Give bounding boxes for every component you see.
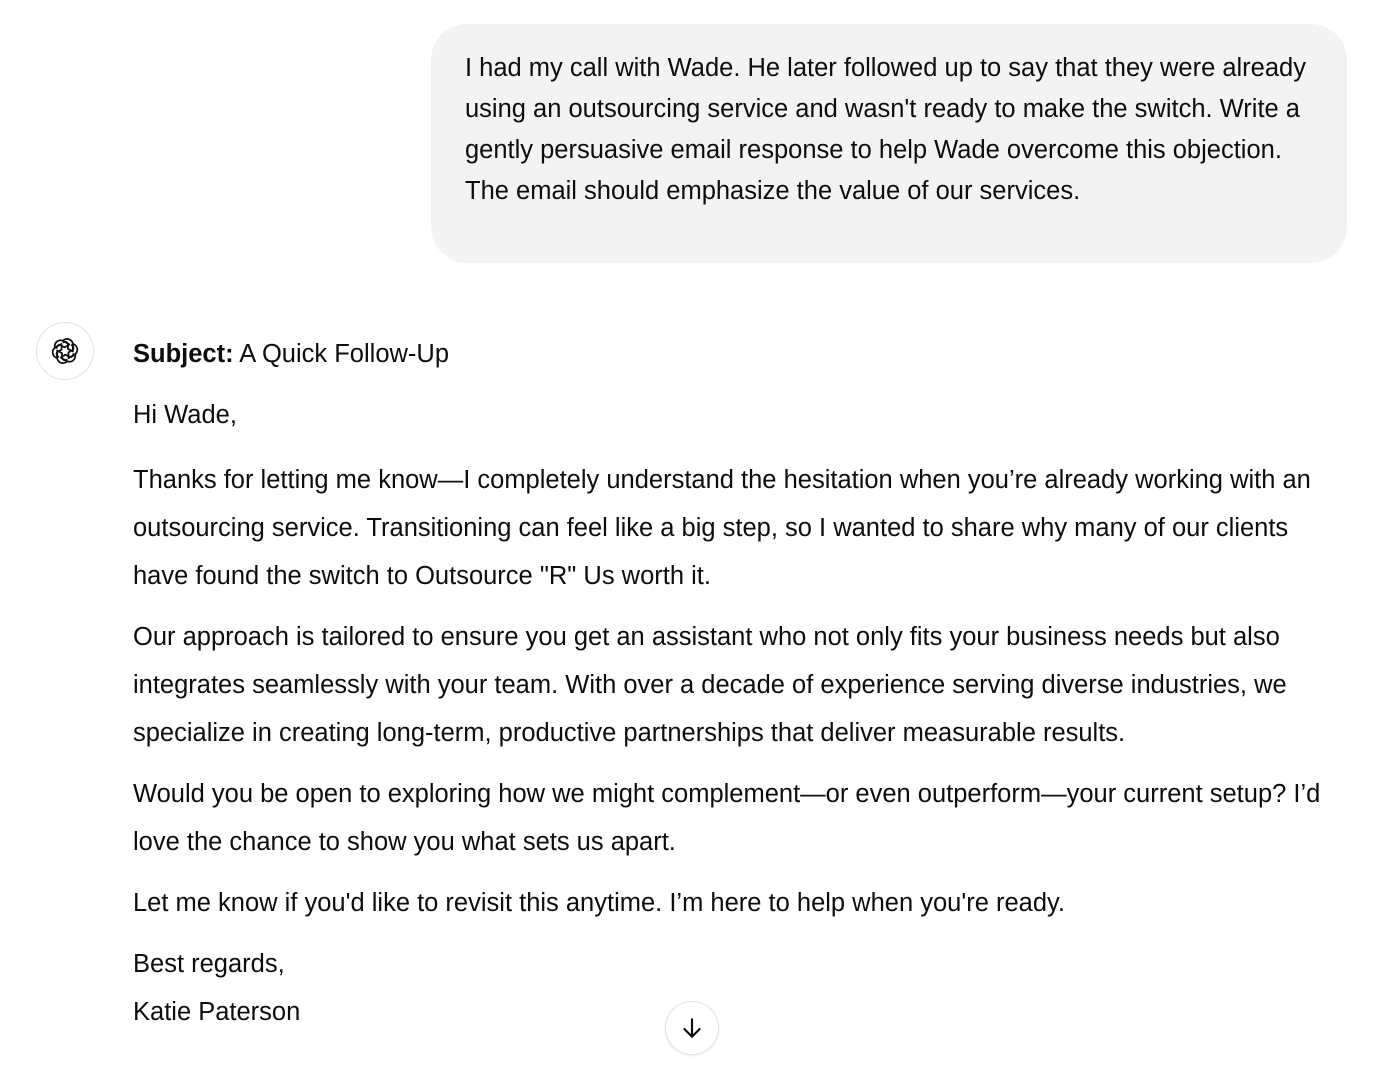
assistant-message-content	[133, 334, 1346, 1049]
subject-text: A Quick Follow-Up	[233, 340, 449, 368]
assistant-avatar	[36, 322, 94, 380]
subject-label: Subject:	[133, 340, 234, 368]
email-paragraph-3: Would you be open to exploring how we might complement—or even outperform—your current setup? I’d love the chance to show you what sets us apart.	[133, 780, 1321, 856]
email-signoff: Best regards,	[133, 950, 285, 978]
user-message-bubble: I had my call with Wade. He later followed up to say that they were already using an outsourcing service and wasn't ready to make the switch. Write a gently persuasive email response to help Wade overcome this objection. The email should emphasize the value of our services.	[431, 24, 1347, 263]
email-subject-line	[133, 334, 1346, 374]
scroll-to-bottom-button[interactable]	[665, 1001, 719, 1055]
user-message-row	[431, 24, 1347, 263]
email-paragraph-2: Our approach is tailored to ensure you get an assistant who not only fits your business needs but also integrates seamlessly with your team. With over a decade of experience serving diverse industries, we specialize in creating long-term, productive partnerships that deliver measurable results.	[133, 623, 1287, 747]
email-paragraph-1: Thanks for letting me know—I completely understand the hesitation when you’re already working with an outsourcing service. Transitioning can feel like a big step, so I wanted to share why many of our clients have found the switch to Outsource "R" Us worth it.	[133, 466, 1311, 590]
arrow-down-icon	[679, 1015, 705, 1041]
openai-logo-icon	[49, 335, 81, 367]
email-signature: Katie Paterson	[133, 998, 301, 1026]
email-paragraph-4: Let me know if you'd like to revisit this anytime. I’m here to help when you're ready.	[133, 889, 1065, 917]
email-greeting: Hi Wade,	[133, 401, 237, 429]
